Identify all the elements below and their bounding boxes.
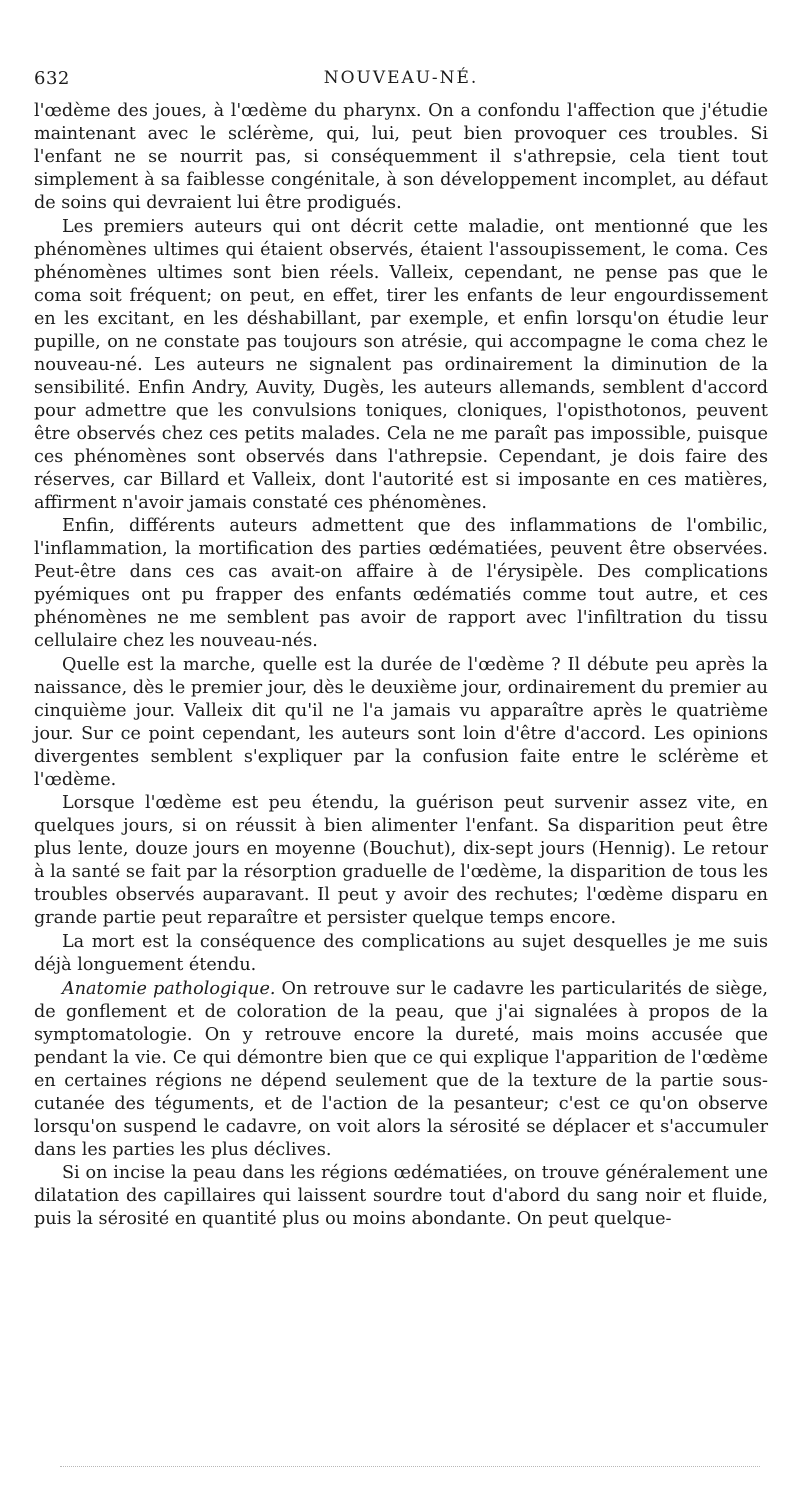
paragraph-text: On retrouve sur le cadavre les particularités de siège, de gonflement et de coloration de la peau, que j'ai signalées à propos de la symptomatologie. On y retrouve encore la dureté, mais moins accusée que pendant la vie. Ce qui démontre bien que ce qui explique l'apparition de l'œdème en certaines régions ne dépend seulement que de la texture de la partie sous-cutanée des téguments, et de l'action de la pesanteur; c'est ce qu'on observe lorsqu'on suspend le cadavre, on voit alors la sérosité se déplacer et s'accumuler dans les parties les plus déclives. [34, 978, 768, 1160]
paragraph-incision [34, 1162, 768, 1231]
paragraph-text: Si on incise la peau dans les régions œdématiées, on trouve généralement une dilatation des capillaires qui laissent sourdre tout d'abord du sang noir et fluide, puis la sérosité en quantité plus ou moins abondante. On peut quelque- [34, 1163, 768, 1230]
paragraph-text: La mort est la conséquence des complications au sujet desquelles je me suis déjà longuement étendu. [34, 931, 768, 975]
body-text [34, 100, 768, 1232]
paragraph-text: Les premiers auteurs qui ont décrit cette maladie, ont mentionné que les phénomènes ultimes qui étaient observés, étaient l'assoupissement, le coma. Ces phénomènes ultimes sont bien réels. Valleix, cependant, ne pense pas que le coma soit fréquent; on peut, en effet, tirer les enfants de leur engourdissement en les excitant, en les déshabillant, par exemple, et enfin lorsqu'on étudie leur pupille, on ne constate pas toujours son atrésie, qui accompagne le coma chez le nouveau-né. Les auteurs ne signalent pas ordinairement la diminution de la sensibilité. Enfin Andry, Auvity, Dugès, les auteurs allemands, semblent d'accord pour admettre que les convulsions toniques, cloniques, l'opisthotonos, peuvent être observés chez ces petits malades. Cela ne me paraît pas impossible, puisque ces phénomènes sont observés dans l'athrepsie. Cependant, je dois faire des réserves, car Billard et Valleix, dont l'autorité est si imposante en ces matières, affirment n'avoir jamais constaté ces phénomènes. [34, 216, 768, 513]
section-heading-italic: Anatomie pathologique. [62, 978, 276, 999]
paragraph-anatomie-pathologique [34, 978, 768, 1162]
paragraph-guerison [34, 792, 768, 930]
paragraph-inflammations [34, 515, 768, 653]
footer-dotted-rule [60, 1466, 760, 1467]
paragraph-text: Quelle est la marche, quelle est la durée de l'œdème ? Il débute peu après la naissance, dès le premier jour, dès le deuxième jour, ordinairement du premier au cinquième jour. Valleix dit qu'il ne l'a jamais vu apparaître après le quatrième jour. Sur ce point cependant, les auteurs sont loin d'être d'accord. Les opinions divergentes semblent s'expliquer par la confusion faite entre le sclérème et l'œdème. [34, 654, 768, 790]
paragraph-text: l'œdème des joues, à l'œdème du pharynx. On a confondu l'affection que j'étudie maintenant avec le sclérème, qui, lui, peut bien provoquer ces troubles. Si l'enfant ne se nourrit pas, si conséquemment il s'athrepsie, cela tient tout simplement à sa faiblesse congénitale, à son développement incomplet, au défaut de soins qui devraient lui être prodigués. [34, 101, 768, 213]
page-header [34, 68, 768, 94]
paragraph-text: Enfin, différents auteurs admettent que des inflammations de l'ombilic, l'inflammation, la mortification des parties œdématiées, peuvent être observées. Peut-être dans ces cas avait-on affaire à de l'érysipèle. Des complications pyémiques ont pu frapper des enfants œdématiés comme tout autre, et ces phénomènes ne me semblent pas avoir de rapport avec l'infiltration du tissu cellulaire chez les nouveau-nés. [34, 516, 768, 652]
page-number: 632 [34, 68, 70, 89]
paragraph-text: Lorsque l'œdème est peu étendu, la guérison peut survenir assez vite, en quelques jours, si on réussit à bien alimenter l'enfant. Sa disparition peut être plus lente, douze jours en moyenne (Bouchut), dix-sept jours (Hennig). Le retour à la santé se fait par la résorption graduelle de l'œdème, la disparition de tous les troubles observés auparavant. Il peut y avoir des rechutes; l'œdème disparu en grande partie peut reparaître et persister quelque temps encore. [34, 793, 768, 929]
paragraph-oedeme-joues [34, 100, 768, 215]
paragraph-premiers-auteurs [34, 216, 768, 515]
paragraph-mort [34, 931, 768, 977]
paragraph-marche-duree [34, 654, 768, 792]
running-title: NOUVEAU-NÉ. [323, 68, 479, 88]
